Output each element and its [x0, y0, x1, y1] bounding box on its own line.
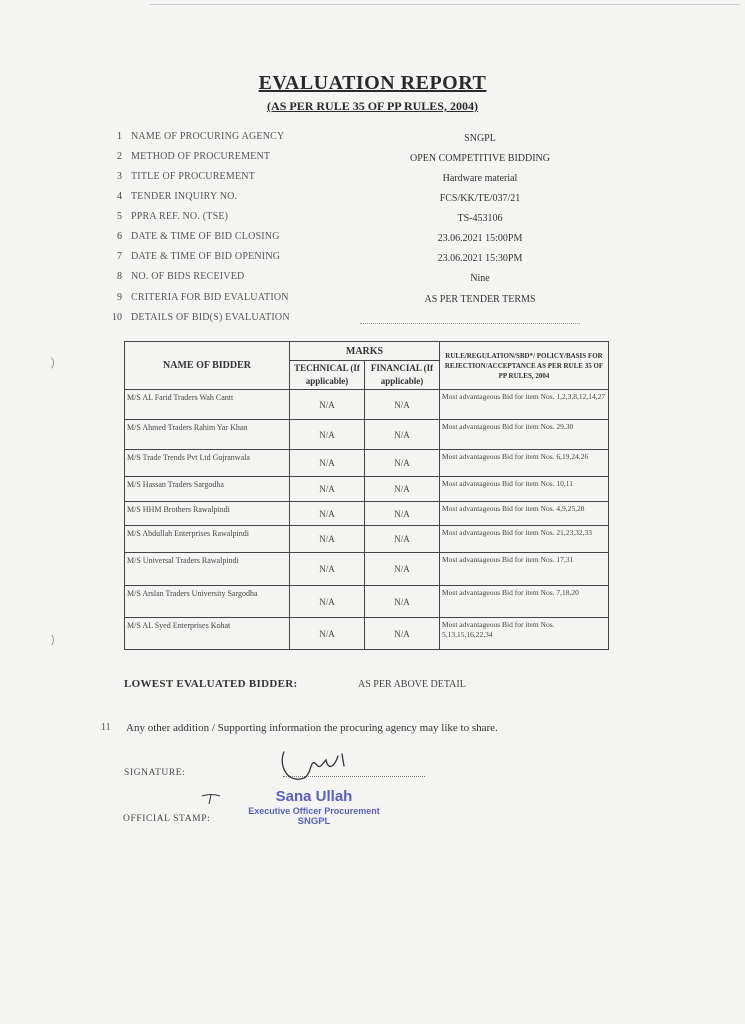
bidder-name-cell: M/S AL Farid Traders Wah Cantt	[125, 390, 290, 420]
financial-marks-cell: N/A	[365, 553, 440, 586]
official-stamp	[234, 788, 394, 827]
info-row	[0, 251, 745, 271]
header-technical: TECHNICAL (If applicable)	[290, 361, 365, 390]
info-row-label: NO. OF BIDS RECEIVED	[131, 271, 245, 282]
rule-basis-cell: Most advantageous Bid for item Nos. 1,2,3,8,12,14,27	[440, 390, 609, 420]
rule-basis-cell: Most advantageous Bid for item Nos. 21,23,32,33	[440, 526, 609, 553]
rule-basis-cell: Most advantageous Bid for item Nos. 4,9,25,28	[440, 502, 609, 526]
bidder-name-cell: M/S HHM Brothers Rawalpindi	[125, 502, 290, 526]
info-row-value: AS PER TENDER TERMS	[424, 294, 536, 305]
table-row	[125, 586, 609, 618]
header-rule-basis: RULE/REGULATION/SBD*/ POLICY/BASIS FOR REJECTION/ACCEPTANCE AS PER RULE 35 OF PP RULES, 2004	[440, 342, 609, 390]
info-row-label: TITLE OF PROCUREMENT	[131, 171, 255, 182]
header-financial: FINANCIAL (If applicable)	[365, 361, 440, 390]
info-row-value: 23.06.2021 15:30PM	[437, 253, 523, 264]
signature-label: SIGNATURE:	[124, 768, 186, 778]
item-11-number: 11	[101, 722, 111, 733]
info-row-value: Hardware material	[442, 173, 518, 184]
stamp-organization: SNGPL	[297, 816, 331, 827]
info-row-value: OPEN COMPETITIVE BIDDING	[410, 153, 550, 164]
info-row-number: 5	[117, 211, 122, 222]
info-row-label: PPRA REF. NO. (TSE)	[131, 211, 229, 222]
rule-basis-cell: Most advantageous Bid for item Nos. 7,18,20	[440, 586, 609, 618]
rule-basis-cell: Most advantageous Bid for item Nos. 17,31	[440, 553, 609, 586]
technical-marks-cell: N/A	[290, 502, 365, 526]
info-row	[0, 151, 745, 171]
technical-marks-cell: N/A	[290, 420, 365, 450]
header-bidder-name: NAME OF BIDDER	[125, 342, 290, 390]
stamp-designation: Executive Officer Procurement	[248, 806, 380, 816]
initial-mark	[200, 792, 224, 806]
info-row-value: Nine	[470, 273, 490, 284]
technical-marks-cell: N/A	[290, 526, 365, 553]
punch-hole-mark	[38, 632, 54, 648]
financial-marks-cell: N/A	[365, 618, 440, 650]
info-row	[0, 131, 745, 151]
info-row-label: TENDER INQUIRY NO.	[131, 191, 238, 202]
info-row-number: 6	[117, 231, 122, 242]
table-row	[125, 526, 609, 553]
info-row-label: DATE & TIME OF BID CLOSING	[131, 231, 280, 242]
info-row-number: 10	[112, 312, 122, 323]
rule-basis-cell: Most advantageous Bid for item Nos. 5,13,15,16,22,34	[440, 618, 609, 650]
financial-marks-cell: N/A	[365, 586, 440, 618]
bidder-name-cell: M/S Ahmed Traders Rahim Yar Khan	[125, 420, 290, 450]
table-row	[125, 553, 609, 586]
info-row-number: 9	[117, 292, 122, 303]
financial-marks-cell: N/A	[365, 502, 440, 526]
report-subtitle: (AS PER RULE 35 OF PP RULES, 2004)	[267, 99, 478, 113]
financial-marks-cell: N/A	[365, 477, 440, 502]
info-row	[0, 171, 745, 191]
financial-marks-cell: N/A	[365, 450, 440, 477]
technical-marks-cell: N/A	[290, 586, 365, 618]
header-marks: MARKS	[290, 342, 440, 361]
table-row	[125, 420, 609, 450]
rule-basis-cell: Most advantageous Bid for item Nos. 10,11	[440, 477, 609, 502]
handwritten-signature	[270, 744, 360, 788]
info-row-value: FCS/KK/TE/037/21	[439, 193, 521, 204]
info-row-number: 3	[117, 171, 122, 182]
bidder-name-cell: M/S Hassan Traders Sargodha	[125, 477, 290, 502]
info-row	[0, 211, 745, 231]
official-stamp-label: OFFICIAL STAMP:	[123, 814, 211, 824]
dotted-line	[360, 323, 580, 324]
technical-marks-cell: N/A	[290, 618, 365, 650]
info-row	[0, 312, 745, 332]
financial-marks-cell: N/A	[365, 526, 440, 553]
info-row-number: 4	[117, 191, 122, 202]
info-row	[0, 231, 745, 251]
table-row	[125, 618, 609, 650]
technical-marks-cell: N/A	[290, 477, 365, 502]
bidder-name-cell: M/S AL Syed Enterprises Kohat	[125, 618, 290, 650]
lowest-bidder-label: LOWEST EVALUATED BIDDER:	[124, 678, 298, 690]
info-row-label: DATE & TIME OF BID OPENING	[131, 251, 281, 262]
item-11-text: Any other addition / Supporting information the procuring agency may like to share.	[126, 722, 498, 734]
info-row-value: 23.06.2021 15:00PM	[437, 233, 523, 244]
info-row-value: TS-453106	[457, 213, 503, 224]
info-row	[0, 191, 745, 211]
info-row-number: 8	[117, 271, 122, 282]
report-title: EVALUATION REPORT	[258, 72, 487, 94]
info-row-label: DETAILS OF BID(S) EVALUATION	[131, 312, 290, 323]
info-row	[0, 292, 745, 312]
financial-marks-cell: N/A	[365, 390, 440, 420]
rule-basis-cell: Most advantageous Bid for item Nos. 29,30	[440, 420, 609, 450]
table-row	[125, 450, 609, 477]
bidder-name-cell: M/S Abdullah Enterprises Rawalpindi	[125, 526, 290, 553]
punch-hole-mark	[38, 355, 54, 371]
technical-marks-cell: N/A	[290, 450, 365, 477]
bids-table	[124, 341, 609, 650]
table-row	[125, 390, 609, 420]
bidder-name-cell: M/S Universal Traders Rawalpindi	[125, 553, 290, 586]
info-row-number: 2	[117, 151, 122, 162]
rule-basis-cell: Most advantageous Bid for item Nos. 6,19,24,26	[440, 450, 609, 477]
bidder-name-cell: M/S Trade Trends Pvt Ltd Gujranwala	[125, 450, 290, 477]
info-row-label: CRITERIA FOR BID EVALUATION	[131, 292, 289, 303]
info-row-number: 1	[117, 131, 122, 142]
page-edge-line	[150, 4, 740, 5]
table-row	[125, 477, 609, 502]
technical-marks-cell: N/A	[290, 553, 365, 586]
stamp-name: Sana Ullah	[275, 788, 353, 805]
info-row-value: SNGPL	[464, 133, 496, 144]
table-row	[125, 502, 609, 526]
info-row	[0, 271, 745, 291]
bidder-name-cell: M/S Arslan Traders University Sargodha	[125, 586, 290, 618]
info-row-label: METHOD OF PROCUREMENT	[131, 151, 271, 162]
info-row-number: 7	[117, 251, 122, 262]
bids-table-body	[125, 390, 609, 650]
financial-marks-cell: N/A	[365, 420, 440, 450]
info-row-label: NAME OF PROCURING AGENCY	[131, 131, 285, 142]
lowest-bidder-value: AS PER ABOVE DETAIL	[358, 679, 466, 690]
technical-marks-cell: N/A	[290, 390, 365, 420]
